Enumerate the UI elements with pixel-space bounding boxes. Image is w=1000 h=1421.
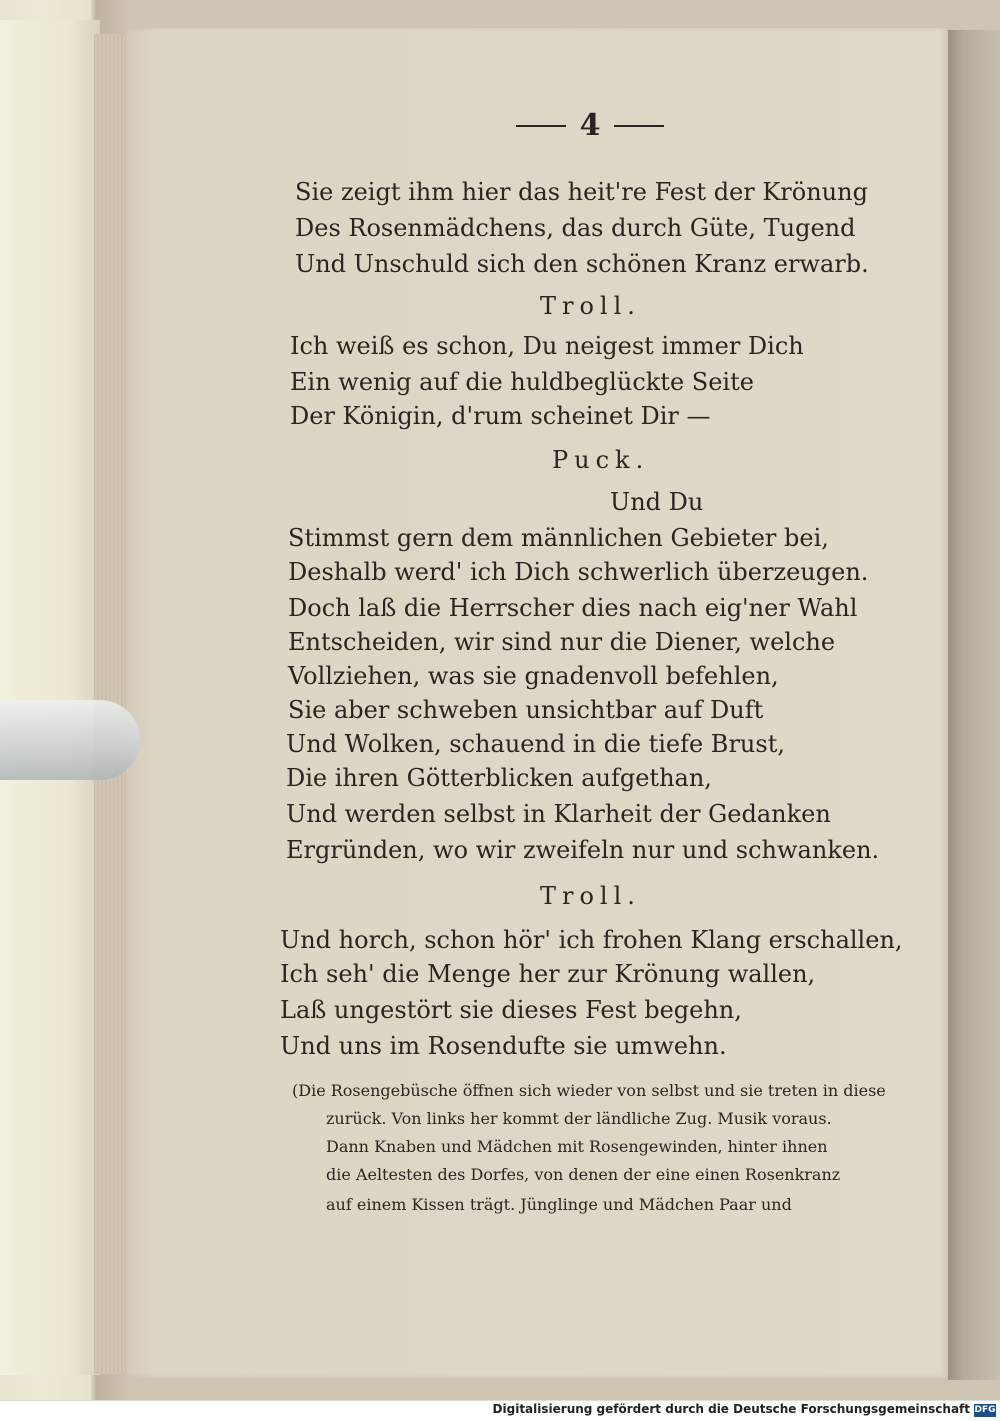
page-number: 4 — [579, 108, 601, 143]
verse-line: Und horch, schon hör' ich frohen Klang erschallen, — [280, 926, 903, 954]
verse-line: Der Königin, d'rum scheinet Dir — — [290, 402, 711, 430]
verse-line: Ein wenig auf die huldbeglückte Seite — [290, 368, 754, 396]
stage-direction-line: Dann Knaben und Mädchen mit Rosengewinden, hinter ihnen — [326, 1137, 828, 1156]
speaker-name: Troll. — [540, 292, 641, 320]
verse-line: Des Rosenmädchens, das durch Güte, Tugend — [295, 214, 856, 242]
verse-line: Sie aber schweben unsichtbar auf Duft — [288, 696, 764, 724]
header-rule-left — [516, 125, 566, 127]
verse-line: Laß ungestört sie dieses Fest begehn, — [280, 996, 742, 1024]
verse-line: Und uns im Rosendufte sie umwehn. — [280, 1032, 727, 1060]
stage-direction-line: auf einem Kissen trägt. Jünglinge und Mädchen Paar und — [326, 1195, 792, 1214]
verse-line: Stimmst gern dem männlichen Gebieter bei, — [288, 524, 829, 552]
verse-line: Sie zeigt ihm hier das heit're Fest der Krönung — [295, 178, 868, 206]
verse-line: Vollziehen, was sie gnadenvoll befehlen, — [288, 662, 779, 690]
footer-bar — [0, 1400, 1000, 1421]
header-rule-right — [614, 125, 664, 127]
stage-direction-line: zurück. Von links her kommt der ländliche Zug. Musik voraus. — [326, 1109, 832, 1128]
verse-line: Die ihren Götterblicken aufgethan, — [286, 764, 712, 792]
speaker-name: Troll. — [540, 882, 641, 910]
page-clip — [0, 700, 140, 780]
page-number-header — [500, 108, 680, 148]
stage-direction-line: (Die Rosengebüsche öffnen sich wieder von selbst und sie treten in diese — [292, 1081, 886, 1100]
verse-line: Deshalb werd' ich Dich schwerlich überzeugen. — [288, 558, 869, 586]
verse-line: Und werden selbst in Klarheit der Gedanken — [286, 800, 831, 828]
speaker-name: Puck. — [552, 446, 650, 474]
dfg-logo: DFG — [974, 1405, 996, 1415]
verse-line: Ich weiß es schon, Du neigest immer Dich — [290, 332, 804, 360]
verse-line: Ich seh' die Menge her zur Krönung wallen, — [280, 960, 816, 988]
verse-line: Und Du — [610, 488, 704, 516]
right-page-edge — [948, 30, 1000, 1380]
verse-line: Doch laß die Herrscher dies nach eig'ner Wahl — [288, 594, 858, 622]
left-sheet — [0, 20, 100, 1375]
stage-direction-line: die Aeltesten des Dorfes, von denen der eine einen Rosenkranz — [326, 1165, 841, 1184]
verse-line: Ergründen, wo wir zweifeln nur und schwanken. — [286, 836, 880, 864]
verse-line: Und Unschuld sich den schönen Kranz erwarb. — [295, 250, 869, 278]
footer-credit: Digitalisierung gefördert durch die Deutsche Forschungsgemeinschaft — [492, 1402, 970, 1416]
verse-line: Und Wolken, schauend in die tiefe Brust, — [286, 730, 785, 758]
verse-line: Entscheiden, wir sind nur die Diener, welche — [288, 628, 836, 656]
